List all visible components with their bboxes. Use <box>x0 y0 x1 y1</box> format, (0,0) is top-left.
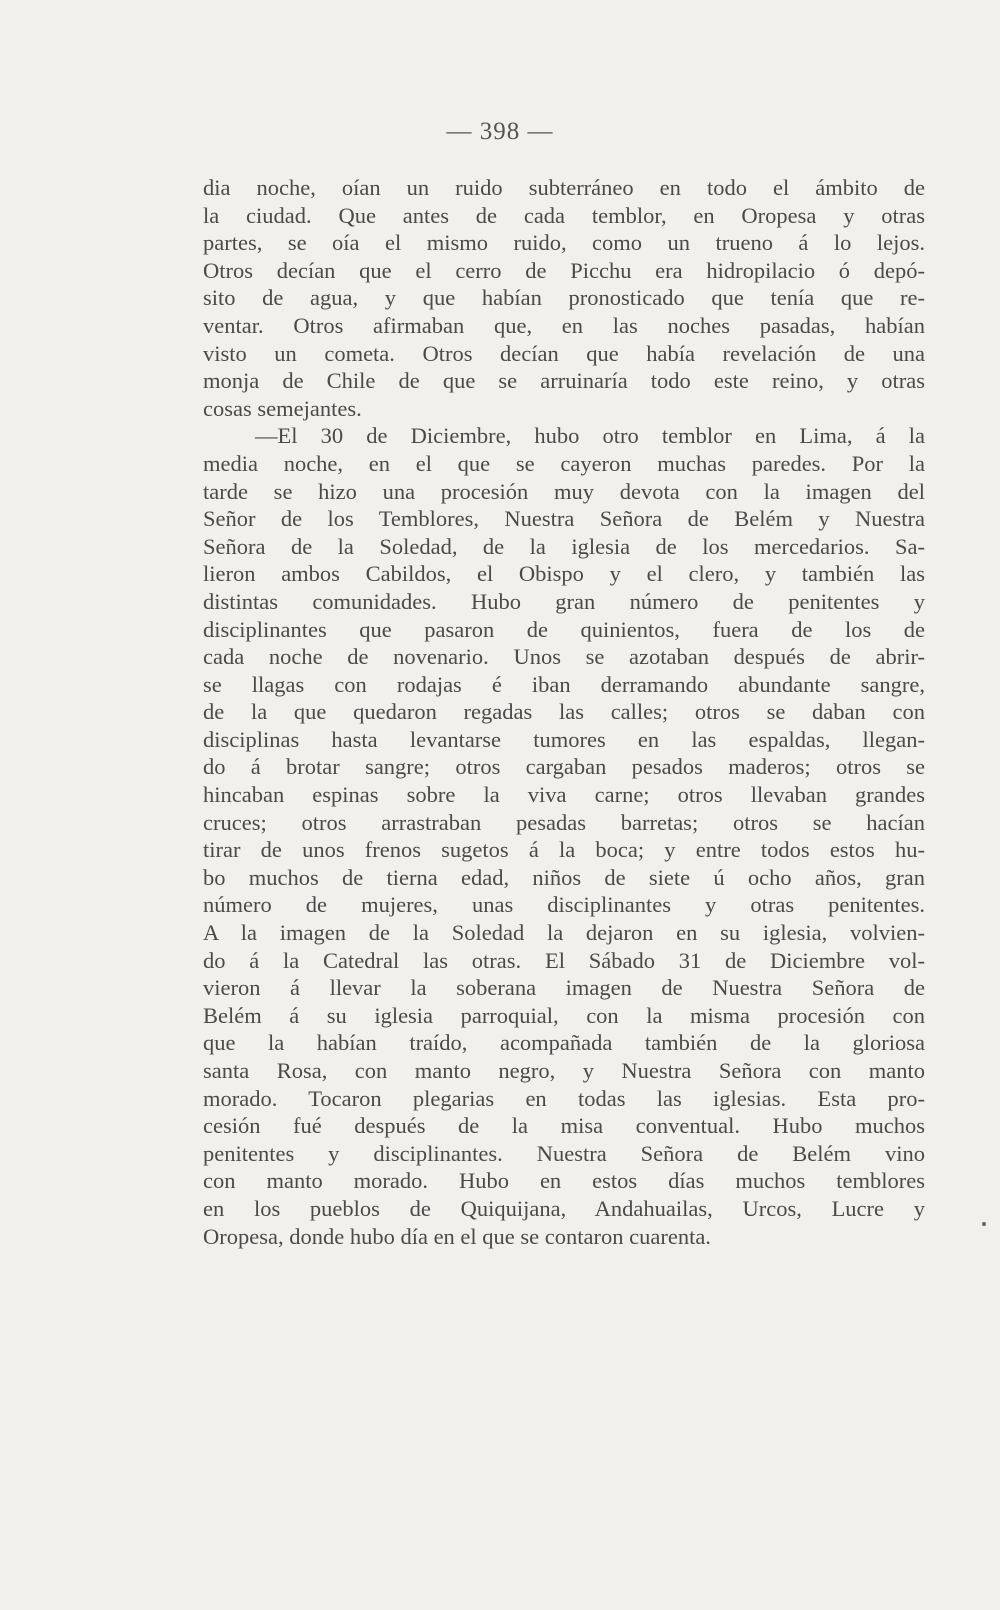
text-line: Oropesa, donde hubo día en el que se contaron cuarenta. <box>203 1223 711 1249</box>
text-line: con manto morado. Hubo en estos días muchos temblores <box>203 1168 925 1194</box>
text-line: cesión fué después de la misa conventual. Hubo muchos <box>203 1113 925 1139</box>
text-line: vieron á llevar la soberana imagen de Nuestra Señora de <box>203 975 925 1001</box>
text-line: Señora de la Soledad, de la iglesia de los mercedarios. Sa- <box>203 533 925 559</box>
page-number: — 398 — <box>446 118 554 145</box>
text-line: se llagas con rodajas é iban derramando abundante sangre, <box>203 671 925 697</box>
text-line: visto un cometa. Otros decían que había revelación de una <box>203 340 925 366</box>
text-line: la ciudad. Que antes de cada temblor, en Oropesa y otras <box>203 202 925 228</box>
text-line: Señor de los Temblores, Nuestra Señora de Belém y Nuestra <box>203 506 925 532</box>
text-line: media noche, en el que se cayeron muchas paredes. Por la <box>203 450 925 476</box>
text-line: sito de agua, y que habían pronosticado que tenía que re- <box>203 285 925 311</box>
text-line: tarde se hizo una procesión muy devota con la imagen del <box>203 478 925 504</box>
text-line: Otros decían que el cerro de Picchu era hidropilacio ó depó- <box>203 257 925 283</box>
text-line: dia noche, oían un ruido subterráneo en todo el ámbito de <box>203 175 925 200</box>
text-line: Belém á su iglesia parroquial, con la misma procesión con <box>203 1002 925 1028</box>
text-line: tirar de unos frenos sugetos á la boca; y entre todos estos hu- <box>203 837 925 863</box>
text-line: de la que quedaron regadas las calles; otros se daban con <box>203 699 925 725</box>
text-line: distintas comunidades. Hubo gran número de penitentes y <box>203 588 925 614</box>
paragraph-start-line: —El 30 de Diciembre, hubo otro temblor en Lima, á la <box>255 423 925 449</box>
text-line: monja de Chile de que se arruinaría todo este reino, y otras <box>203 368 925 394</box>
text-line: santa Rosa, con manto negro, y Nuestra Señora con manto <box>203 1058 925 1083</box>
text-line: en los pueblos de Quiquijana, Andahuailas, Urcos, Lucre y <box>203 1195 925 1221</box>
text-line: que la habían traído, acompañada también de la gloriosa <box>203 1030 925 1056</box>
text-line: hincaban espinas sobre la viva carne; otros llevaban grandes <box>203 782 925 808</box>
text-line: número de mujeres, unas disciplinantes y otras penitentes. <box>203 892 925 918</box>
text-line: A la imagen de la Soledad la dejaron en su iglesia, volvien- <box>203 920 925 946</box>
text-line: do á la Catedral las otras. El Sábado 31 de Diciembre vol- <box>203 947 925 973</box>
text-line: lieron ambos Cabildos, el Obispo y el clero, y también las <box>203 561 925 587</box>
text-line: cruces; otros arrastraban pesadas barretas; otros se hacían <box>203 809 925 835</box>
text-line: cosas semejantes. <box>203 395 362 421</box>
text-line: disciplinas hasta levantarse tumores en las espaldas, llegan- <box>203 726 925 752</box>
text-line: penitentes y disciplinantes. Nuestra Señora de Belém vino <box>203 1140 925 1166</box>
text-line: do á brotar sangre; otros cargaban pesados maderos; otros se <box>203 754 925 780</box>
text-line: morado. Tocaron plegarias en todas las iglesias. Esta pro- <box>203 1085 925 1111</box>
margin-speck <box>982 1222 986 1226</box>
text-line: partes, se oía el mismo ruido, como un trueno á lo lejos. <box>203 230 925 256</box>
text-line: cada noche de novenario. Unos se azotaban después de abrir- <box>203 644 925 670</box>
text-line: bo muchos de tierna edad, niños de siete ú ocho años, gran <box>203 864 925 890</box>
body-text <box>203 174 925 1250</box>
text-line: disciplinantes que pasaron de quinientos, fuera de los de <box>203 616 925 642</box>
text-line: ventar. Otros afirmaban que, en las noches pasadas, habían <box>203 312 925 338</box>
